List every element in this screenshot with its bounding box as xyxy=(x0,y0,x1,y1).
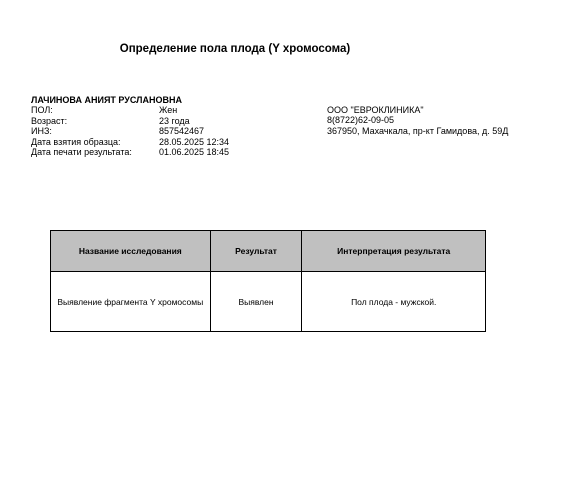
results-table xyxy=(50,230,486,332)
patient-info xyxy=(31,95,229,157)
header-interpretation: Интерпретация результата xyxy=(302,231,486,272)
cell-result: Выявлен xyxy=(210,272,302,332)
field-value: 857542467 xyxy=(159,126,205,137)
header-result: Результат xyxy=(210,231,302,272)
clinic-info xyxy=(327,105,508,136)
field-label: ПОЛ: xyxy=(31,105,53,116)
field-label: Дата печати результата: xyxy=(31,147,132,158)
results-header-row xyxy=(51,231,486,272)
patient-field-print-date xyxy=(31,147,229,157)
patient-field-sample-date xyxy=(31,137,229,147)
patient-field-sex xyxy=(31,105,229,115)
patient-field-age xyxy=(31,116,229,126)
field-value: 28.05.2025 12:34 xyxy=(159,136,230,147)
clinic-name: ООО "ЕВРОКЛИНИКА" xyxy=(327,105,424,115)
patient-name: ЛАЧИНОВА АНИЯТ РУСЛАНОВНА xyxy=(31,95,182,105)
field-value: 23 года xyxy=(159,115,190,126)
field-label: Дата взятия образца: xyxy=(31,136,121,147)
patient-field-inz xyxy=(31,126,229,136)
cell-interpretation: Пол плода - мужской. xyxy=(302,272,486,332)
document-title: Определение пола плода (Y хромосома) xyxy=(119,43,351,55)
clinic-phone: 8(8722)62-09-05 xyxy=(327,115,395,126)
field-value: Жен xyxy=(159,105,178,116)
clinic-address: 367950, Махачкала, пр-кт Гамидова, д. 59Д xyxy=(327,125,509,136)
field-label: ИНЗ: xyxy=(31,126,52,137)
field-value: 01.06.2025 18:45 xyxy=(159,147,230,158)
field-label: Возраст: xyxy=(31,115,68,126)
table-row xyxy=(51,272,486,332)
header-test-name: Название исследования xyxy=(51,231,211,272)
cell-test-name: Выявление фрагмента Y хромосомы xyxy=(51,272,211,332)
